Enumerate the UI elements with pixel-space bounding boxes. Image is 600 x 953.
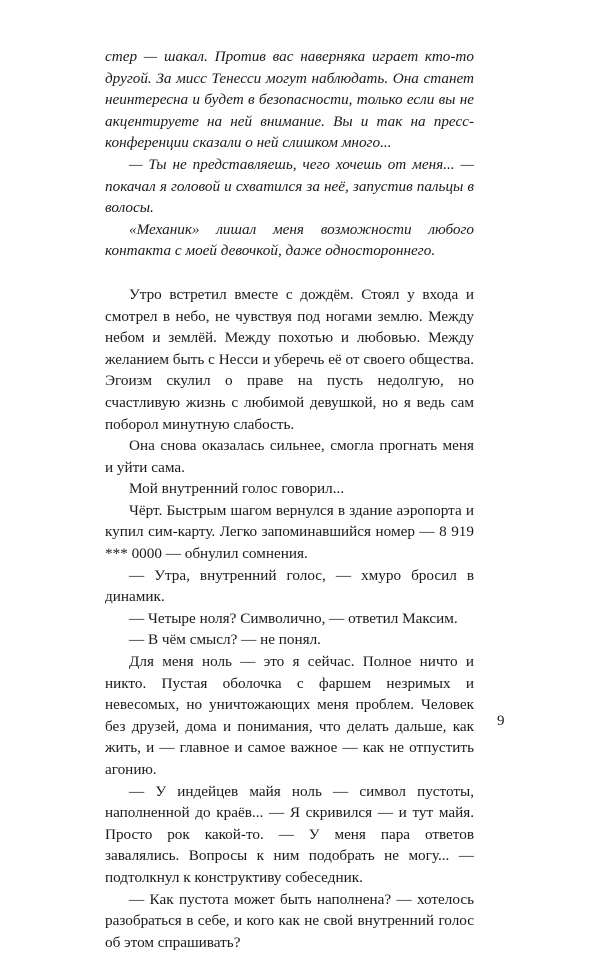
paragraph-italic-2: — Ты не представляешь, чего хочешь от меня... — покачал я головой и схватился за неё, запустив пальцы в волосы.	[105, 155, 474, 217]
paragraph-12: — У индейцев майя ноль — символ пустоты, наполненной до краёв... — Я скривился — и тут майя. Просто рок какой-то. — У меня пара ответов завалялись. Вопросы к ним подобрать не могу... — подтолкнул к конструктиву собеседник.	[105, 782, 474, 886]
paragraph-italic-3: «Механик» лишал меня возможности любого контакта с моей девочкой, даже одностороннего.	[105, 220, 474, 260]
paragraph-11: Для меня ноль — это я сейчас. Полное ничто и никто. Пустая оболочка с фаршем незримых и невесомых, но уничтожающих меня проблем. Человек без друзей, дома и понимания, что делать дальше, как жить, и — главное и самое важное — как не отпустить агонию.	[105, 653, 474, 778]
page-body	[105, 46, 474, 953]
paragraph-italic-1: стер — шакал. Против вас наверняка играет кто-то другой. За мисс Тенесси могут наблюдать. Она станет неинтересна и будет в безопасности, только если вы не акцентируете на ней внимание. Вы и так на пресс-конференции сказали о ней слишком много...	[105, 48, 474, 152]
section-break	[105, 262, 474, 284]
paragraph-13: — Как пустота может быть наполнена? — хотелось разобраться в себе, и кого как не свой внутренний голос об этом спрашивать?	[105, 890, 474, 951]
page-number: 9	[497, 713, 505, 729]
paragraph-7: Чёрт. Быстрым шагом вернулся в здание аэропорта и купил сим-карту. Легко запоминавшийся номер — 8 919 *** 0000 — обнулил сомнения.	[105, 501, 474, 563]
paragraph-10: — В чём смысл? — не понял.	[129, 631, 321, 649]
paragraph-9: — Четыре ноля? Символично, — ответил Максим.	[129, 609, 458, 627]
paragraph-4: Утро встретил вместе с дождём. Стоял у входа и смотрел в небо, не чувствуя под ногами землю. Между небом и землёй. Между похотью и любовью. Между желанием быть с Несси и уберечь её от своего общества. Эгоизм скулил о праве на пусть недолгую, но счастливую жизнь с любимой девушкой, но я ведь сам поборол минутную слабость.	[105, 285, 474, 433]
paragraph-5: Она снова оказалась сильнее, смогла прогнать меня и уйти сама.	[105, 437, 474, 476]
paragraph-8: — Утра, внутренний голос, — хмуро бросил в динамик.	[105, 566, 474, 606]
paragraph-6: Мой внутренний голос говорил...	[129, 480, 345, 498]
